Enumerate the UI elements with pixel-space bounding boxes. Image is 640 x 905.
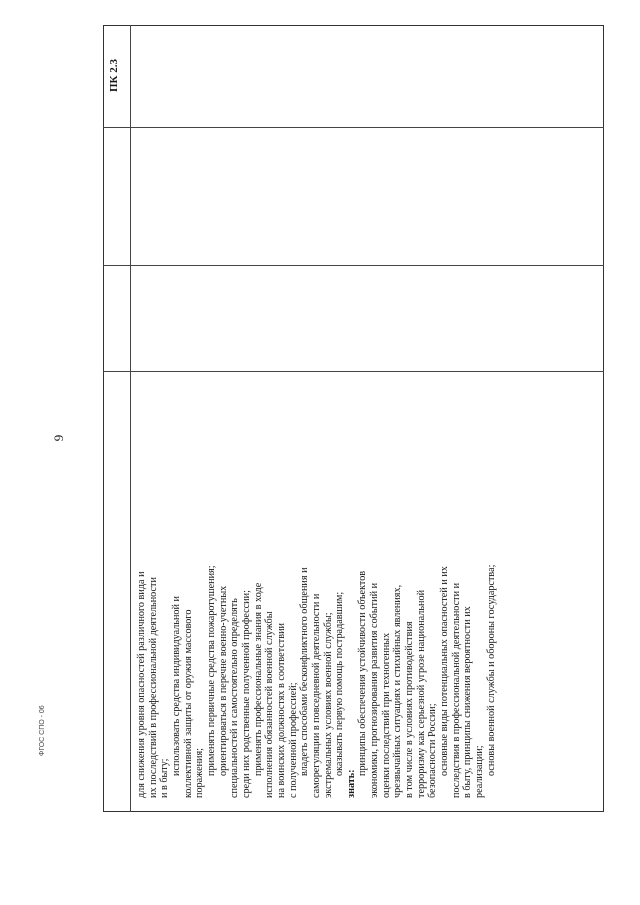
requirement-text-line: основы военной службы и обороны государства; (485, 564, 497, 776)
requirement-text-line: реализации; (474, 745, 486, 798)
requirement-text-line: знать: (345, 769, 357, 798)
requirement-text-line: чрезвычайных ситуациях и стихийных явлениях, (392, 584, 404, 798)
requirement-text-line: саморегуляции в повседневной деятельности и (310, 593, 322, 798)
page-number: 9 (51, 434, 66, 442)
requirement-text-line: с полученной профессией; (287, 682, 299, 798)
requirement-text-line: основные виды потенциальных опасностей и их (439, 566, 451, 776)
requirement-text-line: специальностей и самостоятельно определять (229, 598, 241, 798)
requirement-text-line: использовать средства индивидуальной и (170, 596, 182, 776)
requirement-text-line: экстремальных условиях военной службы; (322, 612, 334, 798)
requirement-text-line: в том числе в условиях противодействия (404, 621, 416, 798)
requirement-text-line: поражения; (194, 747, 206, 798)
requirement-text-line: владеть способами бесконфликтного общения и (299, 567, 311, 776)
requirement-text-line: и в быту; (159, 758, 171, 798)
requirement-text-line: применять профессиональные знания в ходе (252, 582, 264, 776)
requirement-text-line: терроризму как серьезной угрозе национальной (415, 589, 427, 798)
requirement-text-line: коллективной защиты от оружия массового (182, 609, 194, 798)
requirement-text-line: исполнения обязанностей военной службы (264, 611, 276, 798)
footer-document-code: ФГОС СПО - 06 (39, 705, 46, 756)
requirement-text-line: для снижения уровня опасностей различного вида и (136, 571, 147, 798)
requirement-text-line: оказывать первую помощь пострадавшим; (334, 591, 346, 776)
requirement-text-line: их последствий в профессиональной деятельности (147, 577, 159, 798)
requirement-text-line: принципы обеспечения устойчивости объектов (357, 570, 369, 776)
requirement-text-line: среди них родственные полученной профессии; (240, 590, 252, 798)
requirement-text-line: ориентироваться в перечне военно-учетных (217, 585, 229, 776)
requirement-text-line: оценки последствий при техногенных (380, 632, 392, 798)
requirement-text-line: на воинских должностях в соответствии (275, 623, 287, 798)
requirement-text-line: безопасности России; (427, 703, 439, 798)
requirement-text-line: в быту, принципы снижения вероятности их (462, 606, 474, 798)
requirements-text-rotated (130, 25, 597, 812)
requirement-text-line: применять первичные средства пожаротушения; (205, 565, 217, 776)
requirement-text-line: последствия в профессиональной деятельности и (450, 582, 462, 798)
requirements-text (130, 25, 497, 812)
requirement-text-line: экономики, прогнозирования развития событий и (369, 582, 381, 798)
competency-code-cell: ПК 2.3 (108, 58, 120, 92)
